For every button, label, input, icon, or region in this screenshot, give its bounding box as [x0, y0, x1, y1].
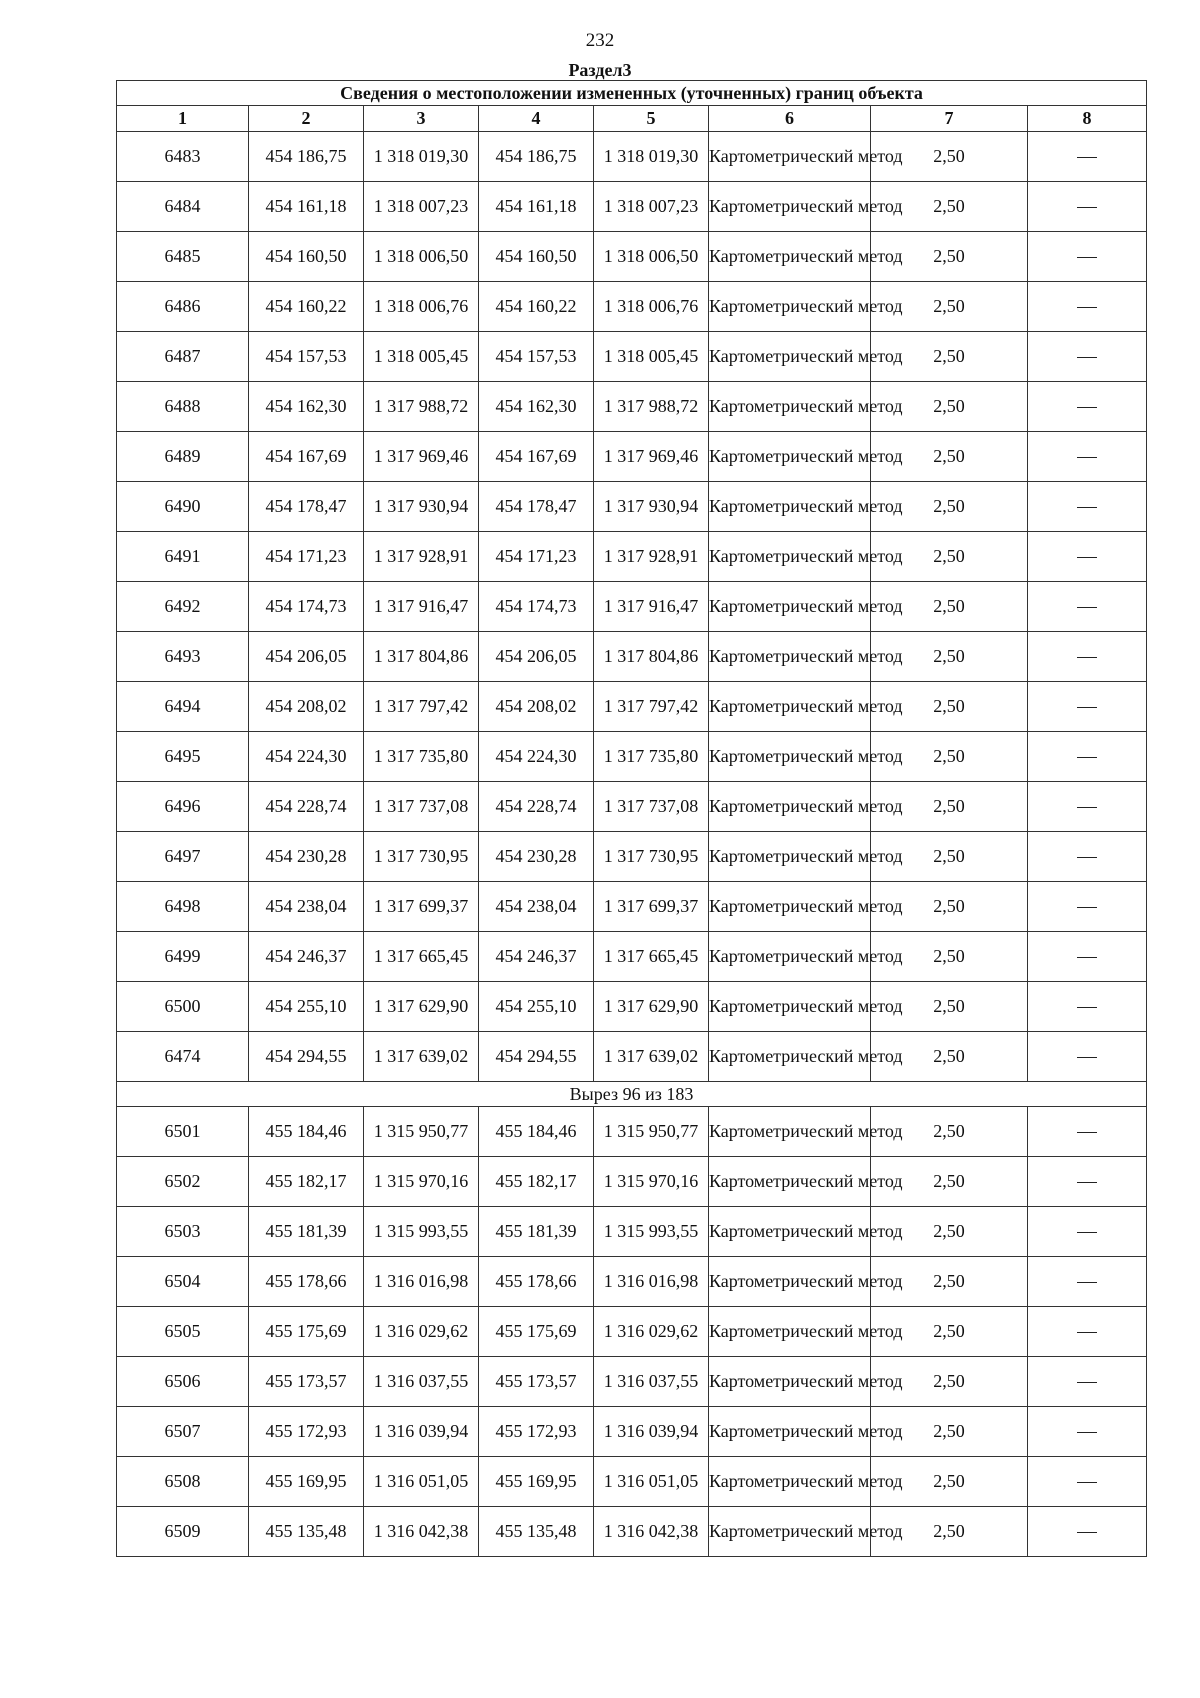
- y-new: 1 317 988,72: [594, 382, 709, 432]
- y-existing: 1 317 928,91: [364, 532, 479, 582]
- method: Картометрический метод: [709, 332, 871, 382]
- precision: 2,50: [871, 132, 1028, 182]
- method: Картометрический метод: [709, 232, 871, 282]
- table-row: [117, 982, 1147, 1032]
- method: Картометрический метод: [709, 1207, 871, 1257]
- precision: 2,50: [871, 382, 1028, 432]
- table-row: [117, 232, 1147, 282]
- point-number: 6489: [117, 432, 249, 482]
- description: [1028, 632, 1147, 682]
- x-existing: 454 238,04: [249, 882, 364, 932]
- y-new: 1 315 970,16: [594, 1157, 709, 1207]
- y-existing: 1 317 804,86: [364, 632, 479, 682]
- point-number: 6484: [117, 182, 249, 232]
- y-new: 1 317 735,80: [594, 732, 709, 782]
- precision: 2,50: [871, 932, 1028, 982]
- method: Картометрический метод: [709, 882, 871, 932]
- x-new: 454 224,30: [479, 732, 594, 782]
- method: Картометрический метод: [709, 1032, 871, 1082]
- empty-dash: [1077, 1007, 1097, 1008]
- description: [1028, 882, 1147, 932]
- table-row: [117, 732, 1147, 782]
- empty-dash: [1077, 857, 1097, 858]
- y-new: 1 316 042,38: [594, 1507, 709, 1557]
- y-existing: 1 317 665,45: [364, 932, 479, 982]
- method: Картометрический метод: [709, 1257, 871, 1307]
- y-new: 1 317 797,42: [594, 682, 709, 732]
- table-row: [117, 432, 1147, 482]
- x-new: 454 157,53: [479, 332, 594, 382]
- table-row: [117, 182, 1147, 232]
- column-header-8: 8: [1028, 106, 1147, 132]
- x-new: 454 160,22: [479, 282, 594, 332]
- empty-dash: [1077, 1232, 1097, 1233]
- y-new: 1 316 016,98: [594, 1257, 709, 1307]
- y-existing: 1 316 029,62: [364, 1307, 479, 1357]
- x-new: 455 175,69: [479, 1307, 594, 1357]
- y-existing: 1 316 039,94: [364, 1407, 479, 1457]
- empty-dash: [1077, 357, 1097, 358]
- table-row: [117, 1207, 1147, 1257]
- method: Картометрический метод: [709, 382, 871, 432]
- precision: 2,50: [871, 732, 1028, 782]
- x-new: 454 294,55: [479, 1032, 594, 1082]
- table-row: [117, 282, 1147, 332]
- table-row: [117, 1507, 1147, 1557]
- y-existing: 1 317 988,72: [364, 382, 479, 432]
- precision: 2,50: [871, 332, 1028, 382]
- method: Картометрический метод: [709, 1407, 871, 1457]
- x-existing: 455 172,93: [249, 1407, 364, 1457]
- description: [1028, 182, 1147, 232]
- empty-dash: [1077, 457, 1097, 458]
- x-existing: 454 167,69: [249, 432, 364, 482]
- point-number: 6503: [117, 1207, 249, 1257]
- empty-dash: [1077, 1432, 1097, 1433]
- y-new: 1 317 804,86: [594, 632, 709, 682]
- column-header-7: 7: [871, 106, 1028, 132]
- precision: 2,50: [871, 582, 1028, 632]
- point-number: 6498: [117, 882, 249, 932]
- table-caption: Сведения о местоположении измененных (уточненных) границ объекта: [117, 81, 1147, 106]
- y-new: 1 315 993,55: [594, 1207, 709, 1257]
- point-number: 6492: [117, 582, 249, 632]
- y-existing: 1 316 037,55: [364, 1357, 479, 1407]
- empty-dash: [1077, 757, 1097, 758]
- description: [1028, 1107, 1147, 1157]
- method: Картометрический метод: [709, 632, 871, 682]
- precision: 2,50: [871, 1307, 1028, 1357]
- method: Картометрический метод: [709, 782, 871, 832]
- method: Картометрический метод: [709, 182, 871, 232]
- point-number: 6490: [117, 482, 249, 532]
- y-new: 1 317 639,02: [594, 1032, 709, 1082]
- empty-dash: [1077, 307, 1097, 308]
- description: [1028, 982, 1147, 1032]
- empty-dash: [1077, 257, 1097, 258]
- empty-dash: [1077, 957, 1097, 958]
- column-header-3: 3: [364, 106, 479, 132]
- y-existing: 1 316 051,05: [364, 1457, 479, 1507]
- y-existing: 1 318 019,30: [364, 132, 479, 182]
- x-existing: 455 182,17: [249, 1157, 364, 1207]
- x-new: 455 184,46: [479, 1107, 594, 1157]
- method: Картометрический метод: [709, 1357, 871, 1407]
- description: [1028, 832, 1147, 882]
- empty-dash: [1077, 507, 1097, 508]
- y-existing: 1 316 042,38: [364, 1507, 479, 1557]
- empty-dash: [1077, 1282, 1097, 1283]
- boundary-coordinates-table: [116, 80, 1147, 1557]
- table-row: [117, 332, 1147, 382]
- y-new: 1 318 007,23: [594, 182, 709, 232]
- description: [1028, 232, 1147, 282]
- description: [1028, 932, 1147, 982]
- point-number: 6509: [117, 1507, 249, 1557]
- precision: 2,50: [871, 482, 1028, 532]
- x-new: 454 255,10: [479, 982, 594, 1032]
- x-existing: 454 174,73: [249, 582, 364, 632]
- y-new: 1 317 699,37: [594, 882, 709, 932]
- precision: 2,50: [871, 1357, 1028, 1407]
- point-number: 6507: [117, 1407, 249, 1457]
- y-new: 1 318 005,45: [594, 332, 709, 382]
- point-number: 6496: [117, 782, 249, 832]
- empty-dash: [1077, 607, 1097, 608]
- method: Картометрический метод: [709, 982, 871, 1032]
- table-row: [117, 1107, 1147, 1157]
- point-number: 6505: [117, 1307, 249, 1357]
- x-new: 454 238,04: [479, 882, 594, 932]
- table-row: [117, 832, 1147, 882]
- method: Картометрический метод: [709, 832, 871, 882]
- y-existing: 1 317 735,80: [364, 732, 479, 782]
- y-existing: 1 317 930,94: [364, 482, 479, 532]
- method: Картометрический метод: [709, 432, 871, 482]
- empty-dash: [1077, 1332, 1097, 1333]
- y-new: 1 317 969,46: [594, 432, 709, 482]
- empty-dash: [1077, 807, 1097, 808]
- x-existing: 454 208,02: [249, 682, 364, 732]
- method: Картометрический метод: [709, 132, 871, 182]
- y-existing: 1 317 737,08: [364, 782, 479, 832]
- method: Картометрический метод: [709, 282, 871, 332]
- x-new: 455 169,95: [479, 1457, 594, 1507]
- description: [1028, 1257, 1147, 1307]
- x-existing: 454 160,22: [249, 282, 364, 332]
- y-existing: 1 315 993,55: [364, 1207, 479, 1257]
- precision: 2,50: [871, 832, 1028, 882]
- precision: 2,50: [871, 1257, 1028, 1307]
- page-number: 232: [585, 30, 615, 51]
- y-existing: 1 318 007,23: [364, 182, 479, 232]
- y-existing: 1 317 699,37: [364, 882, 479, 932]
- table-row: [117, 1457, 1147, 1507]
- section-title: Раздел3: [568, 60, 632, 80]
- description: [1028, 1357, 1147, 1407]
- table-row: [117, 1357, 1147, 1407]
- precision: 2,50: [871, 632, 1028, 682]
- table-row: [117, 132, 1147, 182]
- table-row: [117, 782, 1147, 832]
- y-existing: 1 317 639,02: [364, 1032, 479, 1082]
- point-number: 6497: [117, 832, 249, 882]
- empty-dash: [1077, 1532, 1097, 1533]
- y-new: 1 317 730,95: [594, 832, 709, 882]
- point-number: 6508: [117, 1457, 249, 1507]
- x-new: 454 162,30: [479, 382, 594, 432]
- point-number: 6495: [117, 732, 249, 782]
- description: [1028, 432, 1147, 482]
- y-existing: 1 318 005,45: [364, 332, 479, 382]
- description: [1028, 1507, 1147, 1557]
- y-existing: 1 317 797,42: [364, 682, 479, 732]
- point-number: 6487: [117, 332, 249, 382]
- table-row: [117, 1032, 1147, 1082]
- empty-dash: [1077, 157, 1097, 158]
- point-number: 6493: [117, 632, 249, 682]
- precision: 2,50: [871, 232, 1028, 282]
- y-new: 1 317 916,47: [594, 582, 709, 632]
- point-number: 6500: [117, 982, 249, 1032]
- y-new: 1 317 665,45: [594, 932, 709, 982]
- empty-dash: [1077, 557, 1097, 558]
- description: [1028, 132, 1147, 182]
- precision: 2,50: [871, 1457, 1028, 1507]
- x-new: 454 230,28: [479, 832, 594, 882]
- description: [1028, 282, 1147, 332]
- x-new: 454 171,23: [479, 532, 594, 582]
- precision: 2,50: [871, 982, 1028, 1032]
- method: Картометрический метод: [709, 582, 871, 632]
- table-row: [117, 682, 1147, 732]
- description: [1028, 782, 1147, 832]
- precision: 2,50: [871, 1207, 1028, 1257]
- x-existing: 454 255,10: [249, 982, 364, 1032]
- description: [1028, 582, 1147, 632]
- x-new: 454 161,18: [479, 182, 594, 232]
- precision: 2,50: [871, 1157, 1028, 1207]
- x-new: 454 208,02: [479, 682, 594, 732]
- point-number: 6485: [117, 232, 249, 282]
- table-row: [117, 1257, 1147, 1307]
- y-new: 1 317 930,94: [594, 482, 709, 532]
- table-row: [117, 582, 1147, 632]
- y-new: 1 317 737,08: [594, 782, 709, 832]
- x-existing: 454 246,37: [249, 932, 364, 982]
- precision: 2,50: [871, 782, 1028, 832]
- x-existing: 455 184,46: [249, 1107, 364, 1157]
- x-new: 454 160,50: [479, 232, 594, 282]
- table-row: [117, 932, 1147, 982]
- y-new: 1 318 006,76: [594, 282, 709, 332]
- table-row: [117, 632, 1147, 682]
- precision: 2,50: [871, 432, 1028, 482]
- empty-dash: [1077, 1057, 1097, 1058]
- x-existing: 454 160,50: [249, 232, 364, 282]
- table-row: [117, 382, 1147, 432]
- x-existing: 455 173,57: [249, 1357, 364, 1407]
- precision: 2,50: [871, 882, 1028, 932]
- y-new: 1 316 039,94: [594, 1407, 709, 1457]
- point-number: 6474: [117, 1032, 249, 1082]
- x-new: 455 181,39: [479, 1207, 594, 1257]
- y-existing: 1 318 006,50: [364, 232, 479, 282]
- column-header-4: 4: [479, 106, 594, 132]
- column-header-6: 6: [709, 106, 871, 132]
- description: [1028, 1032, 1147, 1082]
- description: [1028, 1307, 1147, 1357]
- point-number: 6501: [117, 1107, 249, 1157]
- description: [1028, 682, 1147, 732]
- x-existing: 455 175,69: [249, 1307, 364, 1357]
- table-row: [117, 882, 1147, 932]
- method: Картометрический метод: [709, 1307, 871, 1357]
- precision: 2,50: [871, 1107, 1028, 1157]
- point-number: 6506: [117, 1357, 249, 1407]
- empty-dash: [1077, 657, 1097, 658]
- y-new: 1 317 928,91: [594, 532, 709, 582]
- method: Картометрический метод: [709, 482, 871, 532]
- method: Картометрический метод: [709, 1507, 871, 1557]
- y-new: 1 316 051,05: [594, 1457, 709, 1507]
- y-existing: 1 317 629,90: [364, 982, 479, 1032]
- empty-dash: [1077, 907, 1097, 908]
- y-new: 1 316 029,62: [594, 1307, 709, 1357]
- empty-dash: [1077, 1132, 1097, 1133]
- x-existing: 454 206,05: [249, 632, 364, 682]
- x-existing: 454 161,18: [249, 182, 364, 232]
- x-existing: 455 178,66: [249, 1257, 364, 1307]
- column-header-1: 1: [117, 106, 249, 132]
- x-existing: 455 181,39: [249, 1207, 364, 1257]
- precision: 2,50: [871, 282, 1028, 332]
- x-new: 454 228,74: [479, 782, 594, 832]
- x-new: 455 182,17: [479, 1157, 594, 1207]
- y-new: 1 315 950,77: [594, 1107, 709, 1157]
- x-new: 454 246,37: [479, 932, 594, 982]
- y-new: 1 318 019,30: [594, 132, 709, 182]
- x-existing: 455 135,48: [249, 1507, 364, 1557]
- point-number: 6488: [117, 382, 249, 432]
- description: [1028, 1207, 1147, 1257]
- table-row: [117, 1157, 1147, 1207]
- method: Картометрический метод: [709, 1107, 871, 1157]
- point-number: 6494: [117, 682, 249, 732]
- method: Картометрический метод: [709, 932, 871, 982]
- x-existing: 454 230,28: [249, 832, 364, 882]
- point-number: 6491: [117, 532, 249, 582]
- method: Картометрический метод: [709, 682, 871, 732]
- description: [1028, 1457, 1147, 1507]
- x-new: 454 206,05: [479, 632, 594, 682]
- point-number: 6483: [117, 132, 249, 182]
- precision: 2,50: [871, 682, 1028, 732]
- empty-dash: [1077, 707, 1097, 708]
- description: [1028, 482, 1147, 532]
- table-row: [117, 532, 1147, 582]
- precision: 2,50: [871, 182, 1028, 232]
- point-number: 6499: [117, 932, 249, 982]
- group-label-row: [117, 1082, 1147, 1107]
- x-new: 455 178,66: [479, 1257, 594, 1307]
- x-new: 455 173,57: [479, 1357, 594, 1407]
- y-new: 1 316 037,55: [594, 1357, 709, 1407]
- empty-dash: [1077, 407, 1097, 408]
- description: [1028, 1407, 1147, 1457]
- description: [1028, 732, 1147, 782]
- method: Картометрический метод: [709, 532, 871, 582]
- column-header-5: 5: [594, 106, 709, 132]
- x-existing: 454 178,47: [249, 482, 364, 532]
- y-existing: 1 317 730,95: [364, 832, 479, 882]
- description: [1028, 532, 1147, 582]
- table-row: [117, 1407, 1147, 1457]
- empty-dash: [1077, 1182, 1097, 1183]
- y-new: 1 317 629,90: [594, 982, 709, 1032]
- y-existing: 1 315 950,77: [364, 1107, 479, 1157]
- precision: 2,50: [871, 532, 1028, 582]
- description: [1028, 332, 1147, 382]
- x-existing: 454 228,74: [249, 782, 364, 832]
- method: Картометрический метод: [709, 1157, 871, 1207]
- x-new: 454 174,73: [479, 582, 594, 632]
- description: [1028, 382, 1147, 432]
- x-existing: 455 169,95: [249, 1457, 364, 1507]
- description: [1028, 1157, 1147, 1207]
- x-new: 454 186,75: [479, 132, 594, 182]
- x-existing: 454 162,30: [249, 382, 364, 432]
- y-existing: 1 315 970,16: [364, 1157, 479, 1207]
- x-new: 455 135,48: [479, 1507, 594, 1557]
- precision: 2,50: [871, 1032, 1028, 1082]
- y-existing: 1 317 969,46: [364, 432, 479, 482]
- x-new: 455 172,93: [479, 1407, 594, 1457]
- x-existing: 454 157,53: [249, 332, 364, 382]
- point-number: 6486: [117, 282, 249, 332]
- empty-dash: [1077, 1382, 1097, 1383]
- table-row: [117, 482, 1147, 532]
- point-number: 6504: [117, 1257, 249, 1307]
- y-existing: 1 318 006,76: [364, 282, 479, 332]
- method: Картометрический метод: [709, 1457, 871, 1507]
- y-new: 1 318 006,50: [594, 232, 709, 282]
- empty-dash: [1077, 207, 1097, 208]
- y-existing: 1 317 916,47: [364, 582, 479, 632]
- precision: 2,50: [871, 1407, 1028, 1457]
- x-existing: 454 294,55: [249, 1032, 364, 1082]
- precision: 2,50: [871, 1507, 1028, 1557]
- x-existing: 454 224,30: [249, 732, 364, 782]
- table-row: [117, 1307, 1147, 1357]
- method: Картометрический метод: [709, 732, 871, 782]
- column-header-2: 2: [249, 106, 364, 132]
- empty-dash: [1077, 1482, 1097, 1483]
- x-existing: 454 171,23: [249, 532, 364, 582]
- x-new: 454 178,47: [479, 482, 594, 532]
- group-label: Вырез 96 из 183: [117, 1082, 1147, 1107]
- point-number: 6502: [117, 1157, 249, 1207]
- y-existing: 1 316 016,98: [364, 1257, 479, 1307]
- x-new: 454 167,69: [479, 432, 594, 482]
- x-existing: 454 186,75: [249, 132, 364, 182]
